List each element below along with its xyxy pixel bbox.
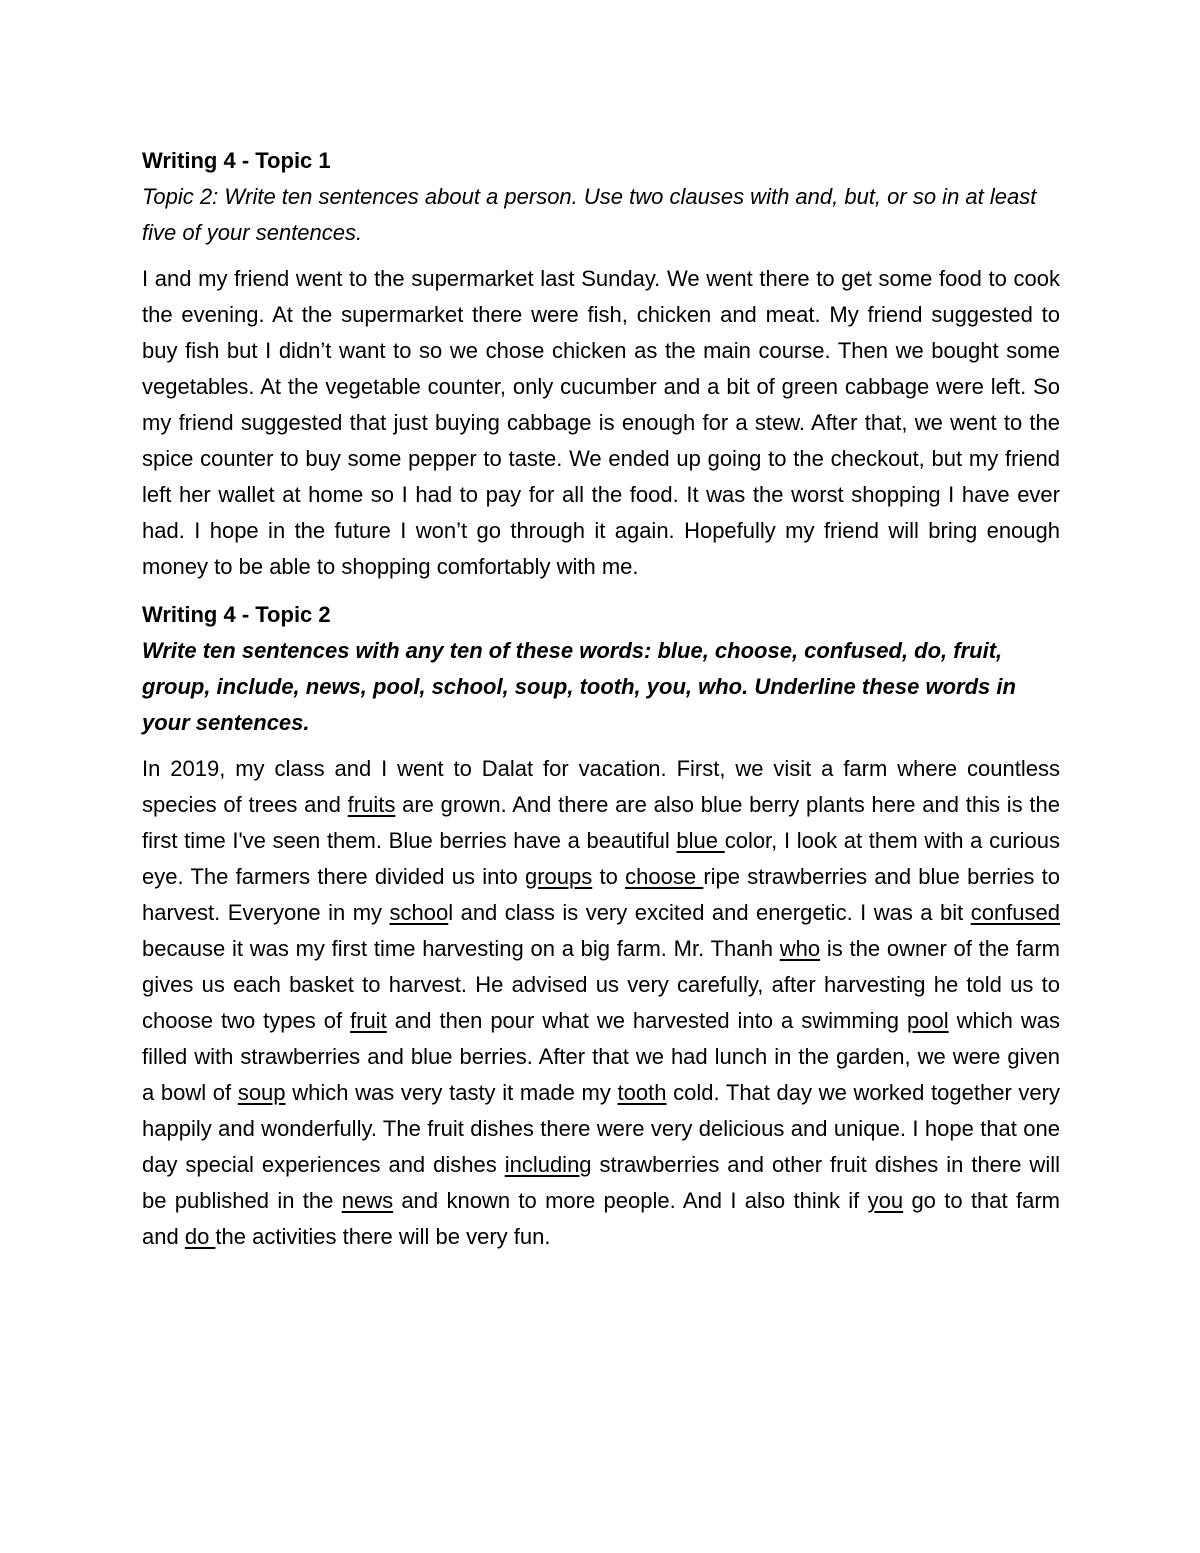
body-text-run: because it was my first time harvesting on a big farm. Mr. Thanh bbox=[142, 936, 780, 961]
underlined-word: who bbox=[779, 936, 821, 961]
section1-body: I and my friend went to the supermarket last Sunday. We went there to get some food to cook the evening. At the supermarket there were fish, chicken and meat. My friend suggested to buy fish but I didn’t want to so we chose chicken as the main course. Then we bought some vegetables. At the vegetable counter, only cucumber and a bit of green cabbage were left. So my friend suggested that just buying cabbage is enough for a stew. After that, we went to the spice counter to buy some pepper to taste. We ended up going to the checkout, but my friend left her wallet at home so I had to pay for all the food. It was the worst shopping I have ever had. I hope in the future I won’t go through it again. Hopefully my friend will bring enough money to be able to shopping comfortably with me. bbox=[142, 266, 1060, 579]
body-text-run: strawberries and other fruit dishes in there will be published in the bbox=[142, 1152, 1060, 1213]
underlined-word: fruit bbox=[350, 1008, 387, 1033]
body-text-run: the activities there will be very fun. bbox=[215, 1224, 551, 1249]
underlined-word: tooth bbox=[617, 1080, 667, 1105]
body-text-run: and then pour what we harvested into a swimming bbox=[386, 1008, 908, 1033]
underlined-word: confused bbox=[970, 900, 1060, 925]
body-text-run: ripe strawberries and blue berries to harvest. Everyone in my bbox=[142, 864, 1060, 925]
underlined-word: pool bbox=[907, 1008, 949, 1033]
body-text-run: to bbox=[592, 864, 626, 889]
underlined-word: soup bbox=[237, 1080, 286, 1105]
body-text-run: cold. That day we worked together very happily and wonderfully. The fruit dishes there were very delicious and unique. I hope that one day special experiences and dishes bbox=[142, 1080, 1060, 1177]
body-text-run: are grown. And there are also blue berry plants here and this is the first time I've seen them. Blue berries have a beautiful bbox=[142, 792, 1061, 853]
section2-body bbox=[142, 751, 1060, 1255]
body-text-run: l and class is very excited and energetic. I was a bit bbox=[448, 900, 971, 925]
underlined-word: choose bbox=[625, 864, 704, 889]
underlined-word: blue bbox=[676, 828, 725, 853]
section1-prompt: Topic 2: Write ten sentences about a person. Use two clauses with and, but, or so in at least five of your sentences. bbox=[142, 184, 1037, 245]
body-text-run: which was very tasty it made my bbox=[285, 1080, 618, 1105]
underlined-word: fruits bbox=[347, 792, 396, 817]
body-text-run: is the owner of the farm gives us each basket to harvest. He advised us very carefully, after harvesting he told us to choose two types of bbox=[142, 936, 1060, 1033]
underlined-word: schoo bbox=[389, 900, 449, 925]
section1-heading: Writing 4 - Topic 1 bbox=[142, 148, 331, 173]
body-text-run: go to that farm and bbox=[142, 1188, 1060, 1249]
underlined-word: including bbox=[504, 1152, 592, 1177]
underlined-word: groups bbox=[525, 864, 593, 889]
section2-heading: Writing 4 - Topic 2 bbox=[142, 602, 331, 627]
body-text-run: which was filled with strawberries and blue berries. After that we had lunch in the garden, we were given a bowl of bbox=[142, 1008, 1061, 1105]
underlined-word: news bbox=[341, 1188, 394, 1213]
body-text-run: In 2019, my class and I went to Dalat for vacation. First, we visit a farm where countless species of trees and bbox=[142, 756, 1060, 817]
underlined-word: do bbox=[184, 1224, 216, 1249]
document-page bbox=[142, 143, 1060, 1267]
underlined-word: you bbox=[867, 1188, 904, 1213]
body-text-run: color, I look at them with a curious eye. The farmers there divided us into bbox=[142, 828, 1061, 889]
section2-prompt: Write ten sentences with any ten of these words: blue, choose, confused, do, fruit, group, include, news, pool, school, soup, tooth, you, who. Underline these words in your sentences. bbox=[142, 638, 1016, 735]
body-text-run: and known to more people. And I also think if bbox=[393, 1188, 868, 1213]
